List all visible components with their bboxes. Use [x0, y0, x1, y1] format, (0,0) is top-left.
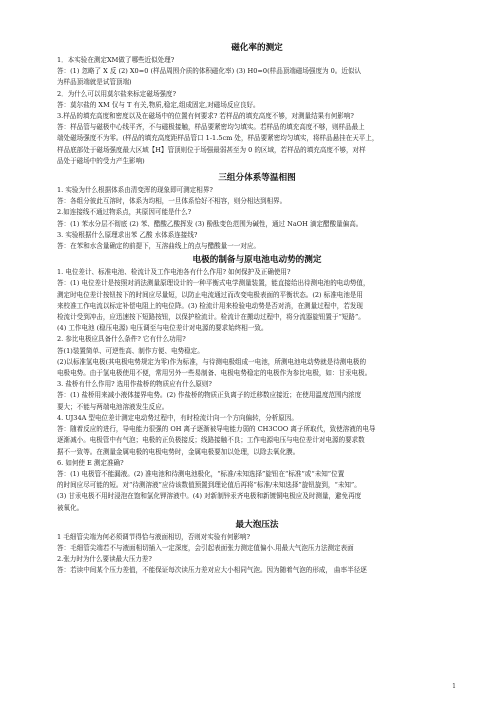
text-line: 6. 如何使 E 测定准确? [57, 458, 124, 467]
text-line: 答：(1) 电位差计是按照对消法测量原理设计的一种平衡式电学测量装置，能直接给出待测电池的电动势值， [57, 279, 370, 288]
text-line: 4. UJ34A 型电位差计测定电动势过程中，有时检流计向一个方向偏转，分析原因。 [57, 413, 298, 422]
text-line: 答：(1) 盐桥用来减小液体接界电势。(2) 作盐桥的物质正负离子的迁移数应接近；在使用温度范围内浓度 [57, 391, 362, 400]
text-line: 2.如连接线不通过物系点，其原因可能是什么? [57, 208, 192, 217]
text-line: 1．本实验在测定XM做了哪些近似处理? [57, 56, 175, 64]
text-line: 1. 电位差计、标准电池、检流计及工作电池各有什么作用? 如何保护及正确使用? [57, 268, 291, 277]
section-max-bubble-pressure [57, 518, 457, 577]
page-number: 1 [452, 683, 456, 690]
text-line: 端处磁场强度不为零。(样品的填充高度距样品管口 1-1.5cm 处，样品要紧密均匀填实，将样品悬挂在天平上， [57, 134, 379, 143]
text-line: 答：莫尔盐的 XM 仅与 T 有关,物质,稳定,组成固定,对磁场反应良好。 [57, 100, 260, 109]
section-title: 三组分体系等温相图 [218, 173, 296, 184]
text-line: 2.张力时为什么要读最大压力差? [57, 555, 152, 564]
document-body [57, 40, 457, 577]
section-ternary-phase-diagram [57, 171, 457, 252]
section-title: 最大泡压法 [235, 519, 279, 530]
text-line: (3) 甘汞电极不用时浸泡在饱和氯化钾溶液中。(4) 对新制锌汞齐电极和新镀铜电极应及时测量，避免再度 [57, 492, 362, 501]
text-line: 为样品顶端就是试管顶端) [57, 78, 132, 87]
text-line: 要大；不能与两端电池溶液发生反应。 [57, 402, 169, 411]
text-line: 答(1)装置简单、可逆性高、制作方便、电势稳定。 [57, 346, 204, 355]
text-line: 答：样品管与磁极中心线平齐，不与磁极接触，样品要紧密均匀填实。若样品的填充高度不够，则样品最上 [57, 123, 365, 132]
text-line: 电极电势。由于氢电极使用不便，常用另外一些易制备、电极电势稳定的电极作为参比电极，如：甘汞电极。 [57, 369, 372, 378]
text-line: (2)以标准氢电极(其电极电势规定为零)作为标准，与待测电极组成一电池，所测电池电动势就是待测电极的 [57, 357, 366, 366]
text-line: 2. 参比电极应具备什么条件? 它有什么功用? [57, 335, 186, 344]
text-line: 的时间应尽可能的短。对“待测溶液”应待该数值预置到理论值后再将“标准/未知选择”旋钮旋到，“未知”。 [57, 481, 361, 490]
text-line: 答：随着反应的进行，导电能力很强的 OH 离子逐渐被导电能力弱的 CH3COO 离子所取代，致使溶液的电导 [57, 425, 376, 434]
text-line: 1 毛细管尖端为何必须调节得恰与液面相切，否则对实验有何影响? [57, 532, 251, 541]
text-line: 答：在苯和水含量确定的前提下，互溶曲线上的点与醋酸量一一对应。 [57, 242, 260, 251]
section-electrode-emf [57, 253, 457, 513]
text-line: 样品底部处于磁场强度最大区域【H】管顶则位于场强最弱甚至为 0 的区域，若样品的填充高度不够，对样 [57, 145, 366, 154]
text-line: 测定时电位差计按钮按下的时间应尽量短，以防止电流通过而改变电极表面的平衡状态。(2) 标准电池是用 [57, 290, 363, 299]
text-line: 逐渐减小。电极管中有气泡；电极的正负极接反；线路接触不良；工作电源电压与电位差计对电源的要求数 [57, 436, 365, 445]
text-line: 答：各组分彼此互溶时，体系为均相，一旦体系恰好不相容，则分相达到相界。 [57, 197, 287, 206]
text-line: 答：(1) 忽略了 X 反 (2) X0=0 (样品周围介质的体积磁化率) (3) H0=0(样品顶端磁场强度为 0。近似认 [57, 67, 361, 76]
text-line: (4) 工作电池 (稳压电源) 电压调至与电位差计对电源的要求始终相一致。 [57, 324, 268, 333]
text-line: 检流计受到冲击，应迅速按下短路按钮，以保护检流计。检流计在搬动过程中，将分流器旋钮置于“短路”。 [57, 313, 365, 322]
text-line: 3.样品的填充高度和密度以及在磁场中的位置有何要求? 若样品的填充高度不够，对测量结果有何影响? [57, 112, 354, 121]
text-line: 答：(1) 电极管不能漏液。(2) 准电池和待测电池极化，“标准/未知选择”旋钮在“标准”或“未知”位置 [57, 469, 345, 478]
section-title: 电极的制备与原电池电动势的测定 [192, 255, 322, 266]
text-line: 被氧化。 [57, 503, 84, 512]
text-line: 据不一致等。在测量金属电极的电极电势时，金属电极要加以处理，以除去氧化膜。 [57, 447, 300, 456]
text-line: 1. 实验为什么根据体系由清变浑的现象即可测定相界? [57, 186, 213, 195]
text-line: 3. 盐桥有什么作用? 选用作盐桥的物质应有什么原则? [57, 380, 212, 389]
text-line: 来校准工作电流以标定补偿电阻上的电位降。(3) 检流计用来检验电动势是否对消，在测量过程中，若发现 [57, 301, 363, 310]
text-line: 品处于磁场中的受力产生影响) [57, 156, 145, 165]
text-line: 答：毛细管尖端若不与液面相切插入一定深度，会引起表面张力测定值偏小.用最大气泡压力法测定表面 [57, 543, 354, 552]
section-title: 磁化率的测定 [231, 43, 283, 53]
section-magnetic-susceptibility [57, 41, 457, 167]
text-line: 2．为什么可以用莫尔盐来标定磁场强度? [57, 89, 176, 98]
text-line: 答：若读中间某个压力差值，不能保证每次读压力差对应大小相同气泡。因为随着气泡的形成， 曲率半径逐 [57, 566, 367, 575]
text-line: 3. 实验根据什么原理求出苯 乙酸 水体系连接线? [57, 230, 198, 239]
text-line: 答：(1) 苯水分层不彻底 (2) 苯、醋酸乙酸挥发 (3) 酚酞变色范围为碱性，通过 NaOH 滴定醋酸量偏高。 [57, 219, 363, 228]
